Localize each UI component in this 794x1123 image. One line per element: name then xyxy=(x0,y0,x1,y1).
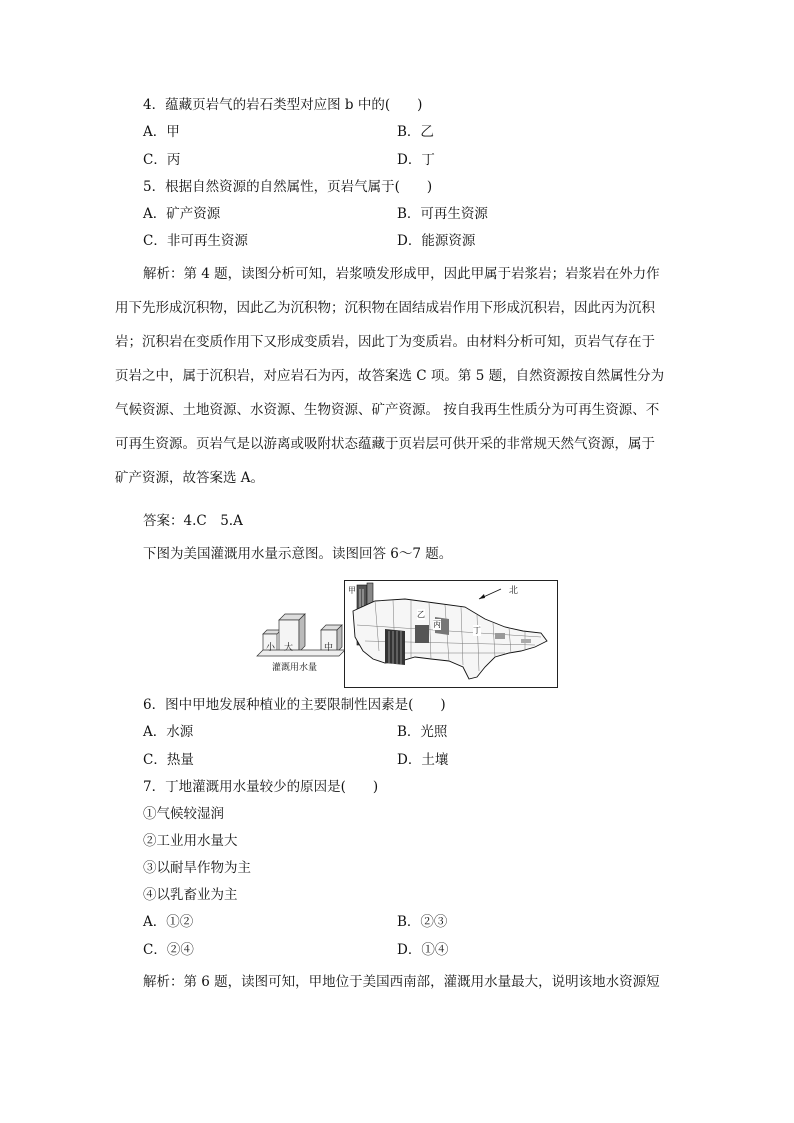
analysis-1-line: 页岩之中，属于沉积岩，对应岩石为丙，故答案选 C 项。第 5 题，自然资源按自然属性分为 xyxy=(115,368,665,384)
figure-intro: 下图为美国灌溉用水量示意图。读图回答 6～7 题。 xyxy=(143,546,453,562)
q7-item-2: ②工业用水量大 xyxy=(143,833,238,849)
q6-option-d: D．土壤 xyxy=(397,752,449,768)
q4-option-b: B．乙 xyxy=(397,124,434,140)
q6-option-c: C．热量 xyxy=(143,752,194,768)
q4-option-c: C．丙 xyxy=(143,152,181,168)
analysis-1-line: 用下先形成沉积物，因此乙为沉积物；沉积物在固结成岩作用下形成沉积岩，因此丙为沉积 xyxy=(115,300,655,316)
q5-option-c: C．非可再生资源 xyxy=(143,233,248,249)
question-5-stem: 5．根据自然资源的自然属性，页岩气属于( ) xyxy=(143,179,433,195)
question-7-stem: 7．丁地灌溉用水量较少的原因是( ) xyxy=(143,779,379,795)
q7-item-1: ①气候较湿润 xyxy=(143,806,224,822)
analysis-2-line: 解析：第 6 题，读图可知，甲地位于美国西南部，灌溉用水量最大，说明该地水资源短 xyxy=(143,974,660,990)
answer-1: 答案：4.C 5.A xyxy=(143,513,243,529)
legend-small-label: 小 xyxy=(266,643,276,653)
q5-option-b: B．可再生资源 xyxy=(397,206,488,222)
analysis-1-line: 气候资源、土地资源、水资源、生物资源、矿产资源。 按自我再生性质分为可再生资源、不 xyxy=(115,402,660,418)
legend-medium-label: 中 xyxy=(324,643,334,653)
analysis-1-line: 可再生资源。页岩气是以游离或吸附状态蕴藏于页岩层可供开采的非常规天然气资源，属于 xyxy=(115,436,655,452)
question-4-stem: 4．蕴藏页岩气的岩石类型对应图 b 中的( ) xyxy=(143,97,423,113)
map-label-yi: 乙 xyxy=(417,610,425,619)
q5-option-a: A．矿产资源 xyxy=(143,206,221,222)
analysis-1-line: 解析：第 4 题，读图分析可知，岩浆喷发形成甲，因此甲属于岩浆岩；岩浆岩在外力作 xyxy=(143,266,660,282)
map-label-jia: 甲 xyxy=(348,586,356,595)
legend-large-label: 大 xyxy=(284,643,294,653)
north-label: 北 xyxy=(509,586,519,596)
q5-option-d: D．能源资源 xyxy=(397,233,476,249)
map-label-bing: 丙 xyxy=(433,620,441,629)
q4-option-a: A．甲 xyxy=(143,124,180,140)
analysis-1-line: 岩；沉积岩在变质作用下又形成变质岩，因此丁为变质岩。由材料分析可知，页岩气存在于 xyxy=(115,334,655,350)
q7-item-4: ④以乳畜业为主 xyxy=(143,887,238,903)
q4-option-d: D．丁 xyxy=(397,152,435,168)
question-6-stem: 6．图中甲地发展种植业的主要限制性因素是( ) xyxy=(143,697,446,713)
q7-option-b: B．②③ xyxy=(397,914,448,930)
map-label-ding: 丁 xyxy=(473,626,481,635)
q7-item-3: ③以耐旱作物为主 xyxy=(143,860,251,876)
q6-option-a: A．水源 xyxy=(143,724,194,740)
legend-caption: 灌溉用水量 xyxy=(272,663,318,673)
irrigation-legend xyxy=(255,612,345,674)
q7-option-a: A．①② xyxy=(143,914,194,930)
usa-map-graphic xyxy=(345,581,557,687)
q6-option-b: B．光照 xyxy=(397,724,448,740)
q7-option-c: C．②④ xyxy=(143,942,194,958)
usa-irrigation-map xyxy=(344,580,558,688)
analysis-1-line: 矿产资源，故答案选 A。 xyxy=(115,470,265,486)
q7-option-d: D．①④ xyxy=(397,942,449,958)
